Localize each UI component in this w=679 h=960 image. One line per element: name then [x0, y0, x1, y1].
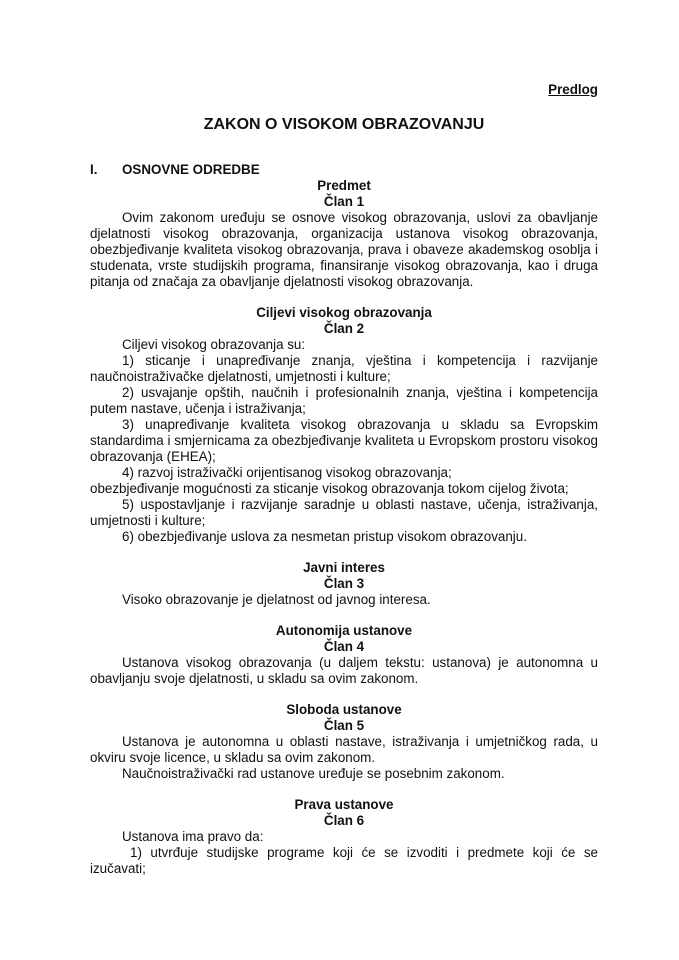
document-body — [90, 178, 598, 892]
article-paragraph: 2) usvajanje opštih, naučnih i profesionalnih znanja, vještina i kompetencija putem nastave, učenja i istraživanja; — [90, 385, 598, 416]
article-heading: Prava ustanove — [294, 797, 394, 812]
article-4 — [90, 623, 598, 687]
article-2 — [90, 305, 598, 545]
article-heading: Predmet — [317, 178, 371, 193]
article-paragraph: 6) obezbjeđivanje uslova za nesmetan pristup visokom obrazovanju. — [122, 529, 527, 544]
article-5 — [90, 702, 598, 782]
article-heading: Sloboda ustanove — [286, 702, 402, 717]
article-3 — [90, 560, 598, 608]
article-paragraph: 5) uspostavljanje i razvijanje saradnje u oblasti nastave, učenja, istraživanja, umjetnosti i kulture; — [90, 497, 598, 528]
article-paragraph: Ciljevi visokog obrazovanja su: — [122, 337, 306, 352]
article-number: Član 5 — [323, 718, 365, 733]
law-title: ZAKON O VISOKOM OBRAZOVANJU — [203, 116, 485, 133]
article-number: Član 2 — [323, 321, 365, 336]
article-paragraph: Ovim zakonom uređuju se osnove visokog obrazovanja, uslovi za obavljanje djelatnosti visokog obrazovanja, organizacija ustanova visokog obrazovanja, obezbjeđivanje kvaliteta visokog obrazovanja, prava i obaveze akademskog osoblja i studenata, vrste studijskih programa, finansiranje visokog obrazovanja, kao i druga pitanja od značaja za obavljanje djelatnosti visokog obrazovanja. — [90, 210, 598, 289]
article-heading: Ciljevi visokog obrazovanja — [256, 305, 432, 320]
article-paragraph: Ustanova visokog obrazovanja (u daljem tekstu: ustanova) je autonomna u obavljanju svoje djelatnosti, u skladu sa ovim zakonom. — [90, 655, 598, 686]
document-label: Predlog — [548, 82, 598, 97]
article-number: Član 1 — [323, 194, 365, 209]
article-paragraph: 1) utvrđuje studijske programe koji će se izvoditi i predmete koji će se izučavati; — [90, 845, 598, 876]
article-number: Član 3 — [323, 576, 365, 591]
article-number: Član 4 — [323, 639, 365, 654]
article-6 — [90, 797, 598, 877]
article-number: Član 6 — [323, 813, 365, 828]
article-paragraph: 4) razvoj istraživački orijentisanog visokog obrazovanja; — [122, 465, 452, 480]
article-1 — [90, 178, 598, 290]
article-paragraph: Naučnoistraživački rad ustanove uređuje se posebnim zakonom. — [122, 766, 505, 781]
article-paragraph: Ustanova je autonomna u oblasti nastave, istraživanja i umjetničkog rada, u okviru svoje licence, u skladu sa ovim zakonom. — [90, 734, 598, 765]
article-heading: Javni interes — [303, 560, 385, 575]
part-number: I. — [90, 162, 98, 177]
article-paragraph: Visoko obrazovanje je djelatnost od javnog interesa. — [122, 592, 431, 607]
part-heading — [90, 162, 260, 178]
article-paragraph: 1) sticanje i unapređivanje znanja, vještina i kompetencija i razvijanje naučnoistraživačke djelatnosti, umjetnosti i kulture; — [90, 353, 598, 384]
part-title: OSNOVNE ODREDBE — [122, 162, 260, 177]
article-paragraph: 3) unapređivanje kvaliteta visokog obrazovanja u skladu sa Evropskim standardima i smjernicama za obezbjeđivanje kvaliteta u Evropskom prostoru visokog obrazovanja (EHEA); — [90, 417, 598, 464]
article-heading: Autonomija ustanove — [275, 623, 413, 638]
article-paragraph: obezbjeđivanje mogućnosti za sticanje visokog obrazovanja tokom cijelog života; — [90, 481, 569, 496]
article-paragraph: Ustanova ima pravo da: — [122, 829, 264, 844]
